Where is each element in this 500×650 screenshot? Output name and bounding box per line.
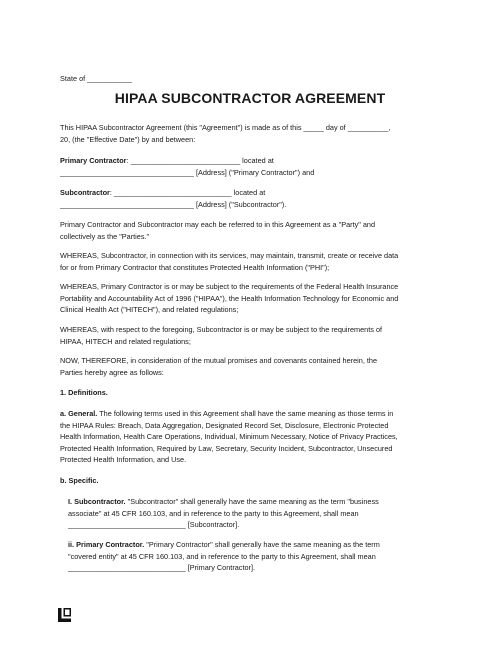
whereas-paragraph-2 — [60, 281, 440, 316]
general-definition-paragraph — [60, 408, 440, 466]
paragraph-line: Clinical Health Act ("HITECH"), and related regulations; — [60, 305, 239, 315]
paragraph-line: WHEREAS, with respect to the foregoing, Subcontractor is or may be subject to the requirements of — [60, 325, 383, 334]
primary-contractor-definition — [68, 539, 408, 574]
paragraph-line: "covered entity" at 45 CFR 160.103, and in reference to the party to this Agreement, shall mean — [68, 551, 376, 561]
item-first-line — [68, 496, 408, 508]
paragraph-line: associate" at 45 CFR 160.103, and in reference to the party to this Agreement, shall mean — [68, 508, 359, 518]
paragraph-line: Parties hereby agree as follows: — [60, 367, 164, 377]
subcontractor-block — [60, 187, 440, 210]
paragraph-line: collectively as the "Parties." — [60, 231, 150, 241]
paragraph-line: WHEREAS, Primary Contractor is or may be subject to the requirements of the Federal Health Insurance — [60, 282, 399, 291]
subcontractor-definition-field: _____________________________ [Subcontractor]. — [68, 520, 240, 530]
primary-contractor-name-field: : ___________________________ located at — [126, 156, 274, 165]
parties-paragraph — [60, 219, 440, 242]
paragraph-line: the HIPAA Rules: Breach, Data Aggregation, Designated Record Set, Disclosure, Electronic Protected — [60, 420, 389, 430]
subcontractor-label: Subcontractor — [60, 188, 110, 197]
paragraph-line: for or from Primary Contractor that constitutes Protected Health Information ("PHI"); — [60, 262, 330, 272]
item-label: ii. Primary Contractor. — [68, 540, 145, 549]
whereas-paragraph-3 — [60, 324, 440, 347]
subcontractor-definition — [68, 496, 408, 531]
general-first-text: The following terms used in this Agreement shall have the same meaning as those terms in — [97, 409, 394, 418]
now-therefore-paragraph — [60, 355, 440, 378]
paragraph-line: WHEREAS, Subcontractor, in connection with its services, may maintain, transmit, create or receive data — [60, 251, 399, 260]
paragraph-line: Portability and Accountability Act of 1996 ("HIPAA"), the Health Information Technology for Economic and — [60, 293, 399, 303]
primary-contractor-address-field: _________________________________ [Address] ("Primary Contractor") and — [60, 167, 315, 177]
subcontractor-name-field: : _____________________________ located at — [109, 188, 266, 197]
paragraph-line: Primary Contractor and Subcontractor may each be referred to in this Agreement as a "Party" and — [60, 220, 376, 229]
brand-logo-icon — [58, 608, 71, 622]
paragraph-line: HIPAA, HITECH and related regulations; — [60, 336, 191, 346]
whereas-paragraph-1 — [60, 250, 440, 273]
specific-heading — [60, 475, 440, 487]
subcontractor-address-field: _________________________________ [Address] ("Subcontractor"). — [60, 199, 287, 209]
intro-paragraph — [60, 122, 440, 145]
paragraph-line: Protected Health Information, and Use. — [60, 455, 187, 465]
item-first-text: "Subcontractor" shall generally have the same meaning as the term "business — [125, 497, 379, 506]
primary-contractor-line — [60, 155, 440, 167]
paragraph-line: NOW, THEREFORE, in consideration of the mutual promises and covenants contained herein, the — [60, 356, 378, 365]
primary-contractor-block — [60, 155, 440, 178]
section-heading-text: 1. Definitions. — [60, 388, 108, 397]
intro-line: 20, (the "Effective Date") by and between: — [60, 134, 196, 144]
state-of-line: State of ___________ — [60, 74, 132, 83]
item-first-text: "Primary Contractor" shall generally have the same meaning as the term — [144, 540, 380, 549]
general-first-line — [60, 408, 440, 420]
general-label: a. General. — [60, 409, 98, 418]
specific-heading-text: b. Specific. — [60, 476, 99, 485]
subcontractor-line — [60, 187, 440, 199]
paragraph-line: Protected Health Information, Required by Law, Secretary, Security Incident, Subcontractor, Unsecured — [60, 443, 393, 453]
document-title: HIPAA SUBCONTRACTOR AGREEMENT — [114, 90, 386, 106]
paragraph-line: Health Information, Health Care Operations, Individual, Minimum Necessary, Notice of Privacy Practices, — [60, 432, 398, 442]
primary-contractor-label: Primary Contractor — [60, 156, 127, 165]
item-first-line — [68, 539, 408, 551]
section-definitions-heading — [60, 387, 440, 399]
item-label: I. Subcontractor. — [68, 497, 126, 506]
intro-line: This HIPAA Subcontractor Agreement (this "Agreement") is made as of this _____ day of __________, — [60, 123, 391, 132]
primary-contractor-definition-field: _____________________________ [Primary Contractor]. — [68, 563, 256, 573]
